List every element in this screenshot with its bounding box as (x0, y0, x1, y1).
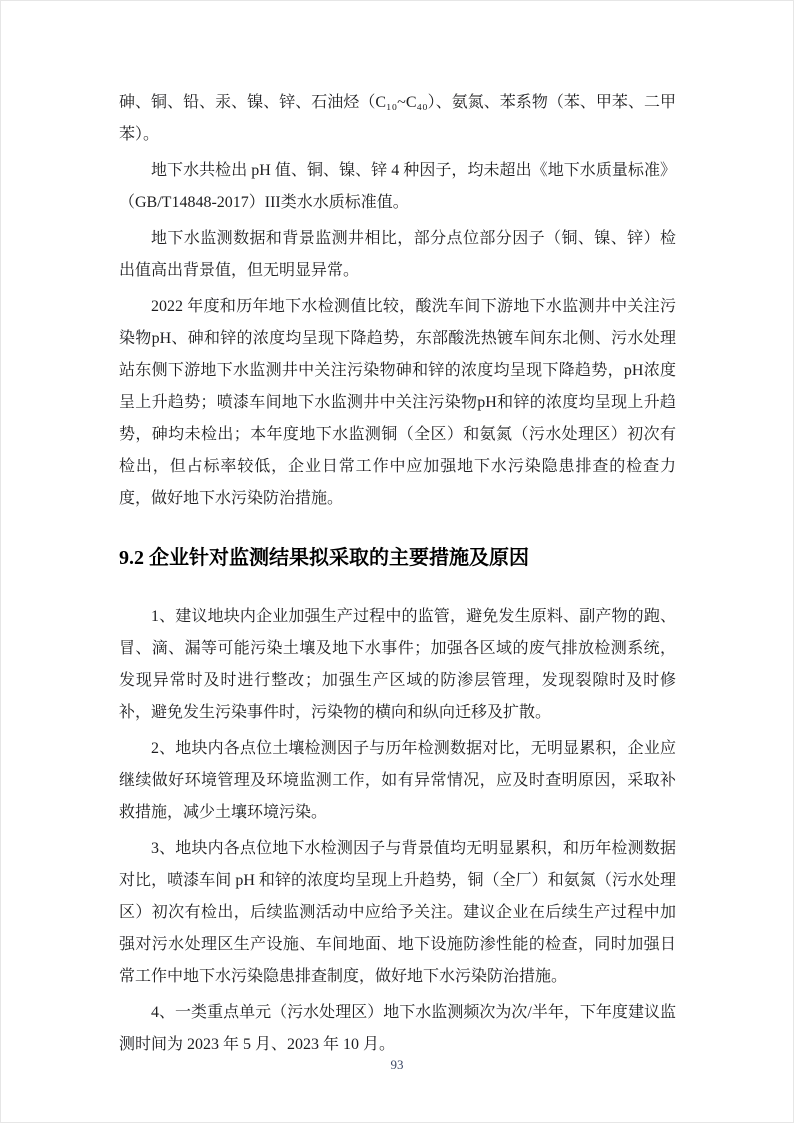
paragraph-continued: 砷、铜、铅、汞、镍、锌、石油烃（C₁₀~C₄₀）、氨氮、苯系物（苯、甲苯、二甲苯）。 (119, 94, 676, 143)
page-content (119, 87, 676, 1061)
paragraph-groundwater-factors: 地下水共检出 pH 值、铜、镍、锌 4 种因子，均未超出《地下水质量标准》（GB/T14848-2017）III类水水质标准值。 (119, 162, 676, 211)
paragraph-background-comparison: 地下水监测数据和背景监测井相比，部分点位部分因子（铜、镍、锌）检出值高出背景值，但无明显异常。 (119, 230, 676, 279)
measure-item-1: 1、建议地块内企业加强生产过程中的监管，避免发生原料、副产物的跑、冒、滴、漏等可能污染土壤及地下水事件；加强各区域的废气排放检测系统，发现异常时及时进行整改；加强生产区域的防渗层管理，发现裂隙时及时修补，避免发生污染事件时，污染物的横向和纵向迁移及扩散。 (119, 608, 676, 721)
paragraph-annual-trend: 2022 年度和历年地下水检测值比较，酸洗车间下游地下水监测井中关注污染物pH、砷和锌的浓度均呈现下降趋势，东部酸洗热镀车间东北侧、污水处理站东侧下游地下水监测井中关注污染物砷和锌的浓度均呈现下降趋势，pH浓度呈上升趋势；喷漆车间地下水监测井中关注污染物pH和锌的浓度均呈现上升趋势，砷均未检出；本年度地下水监测铜（全区）和氨氮（污水处理区）初次有检出，但占标率较低，企业日常工作中应加强地下水污染隐患排查的检查力度，做好地下水污染防治措施。 (119, 298, 676, 507)
section-heading: 9.2 企业针对监测结果拟采取的主要措施及原因 (119, 547, 529, 569)
page-number: 93 (390, 1057, 404, 1072)
measure-item-3: 3、地块内各点位地下水检测因子与背景值均无明显累积，和历年检测数据对比，喷漆车间 pH 和锌的浓度均呈现上升趋势，铜（全厂）和氨氮（污水处理区）初次有检出，后续监测活动中应给予关注。建议企业在后续生产过程中加强对污水处理区生产设施、车间地面、地下设施防渗性能的检查，同时加强日常工作中地下水污染隐患排查制度，做好地下水污染防治措施。 (119, 840, 676, 985)
measure-item-4: 4、一类重点单元（污水处理区）地下水监测频次为次/半年，下年度建议监测时间为 2023 年 5 月、2023 年 10 月。 (119, 1004, 676, 1053)
measure-item-2: 2、地块内各点位土壤检测因子与历年检测数据对比，无明显累积，企业应继续做好环境管理及环境监测工作，如有异常情况，应及时查明原因，采取补救措施，减少土壤环境污染。 (119, 740, 676, 821)
